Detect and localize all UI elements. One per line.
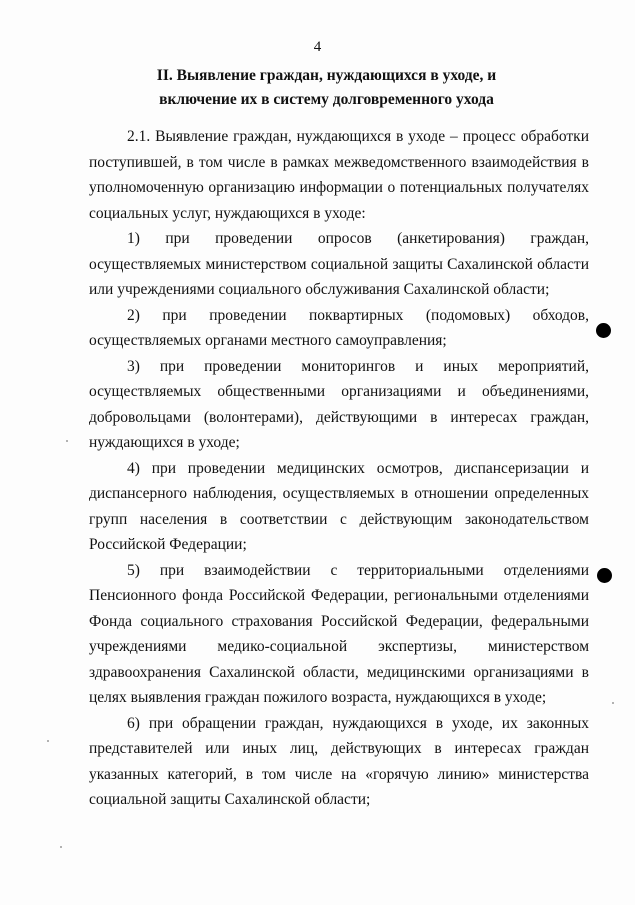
paragraph-item-2: 2) при проведении поквартирных (подомовых) обходов, осуществляемых органами местного самоуправления; <box>89 306 589 349</box>
scan-speck <box>60 846 62 848</box>
section-heading-line-2: включение их в систему долговременного ухода <box>159 91 494 108</box>
paragraph-2-1: 2.1. Выявление граждан, нуждающихся в уходе – процесс обработки поступившей, в том числе в рамках межведомственного взаимодействия в уполномоченную организацию информации о потенциальных получателях социальных услуг, нуждающихся в уходе: <box>89 128 589 222</box>
paragraph-item-5: 5) при взаимодействии с территориальными отделениями Пенсионного фонда Российской Федерации, региональными отделениями Фонда социального страхования Российской Федерации, федеральными учреждениями медико-социальной экспертизы, министерством здравоохранения Сахалинской области, медицинскими организациями в целях выявления граждан пожилого возраста, нуждающихся в уходе; <box>89 561 589 706</box>
section-heading-line-1: II. Выявление граждан, нуждающихся в уходе, и <box>156 67 497 84</box>
paragraph-item-1: 1) при проведении опросов (анкетирования) граждан, осуществляемых министерством социальной защиты Сахалинской области или учреждениями социального обслуживания Сахалинской области; <box>89 230 589 298</box>
paragraph-item-3: 3) при проведении мониторингов и иных мероприятий, осуществляемых общественными организациями и объединениями, добровольцами (волонтерами), действующими в интересах граждан, нуждающихся в уходе; <box>89 357 589 451</box>
paragraph-item-4: 4) при проведении медицинских осмотров, диспансеризации и диспансерного наблюдения, осуществляемых в отношении определенных групп населения в соответствии с действующим законодательством Российской Федерации; <box>89 459 589 553</box>
page-number: 4 <box>313 39 322 55</box>
binder-hole-mark <box>597 568 612 583</box>
binder-hole-mark <box>596 323 611 338</box>
document-body <box>89 124 589 813</box>
paragraph-item-6: 6) при обращении граждан, нуждающихся в уходе, их законных представителей или иных лиц, действующих в интересах граждан указанных категорий, в том числе на «горячую линию» министерства социальной защиты Сахалинской области; <box>89 714 589 808</box>
scan-speck <box>47 740 49 742</box>
scan-speck <box>66 440 68 442</box>
scan-speck <box>612 702 614 704</box>
section-heading <box>60 64 593 112</box>
